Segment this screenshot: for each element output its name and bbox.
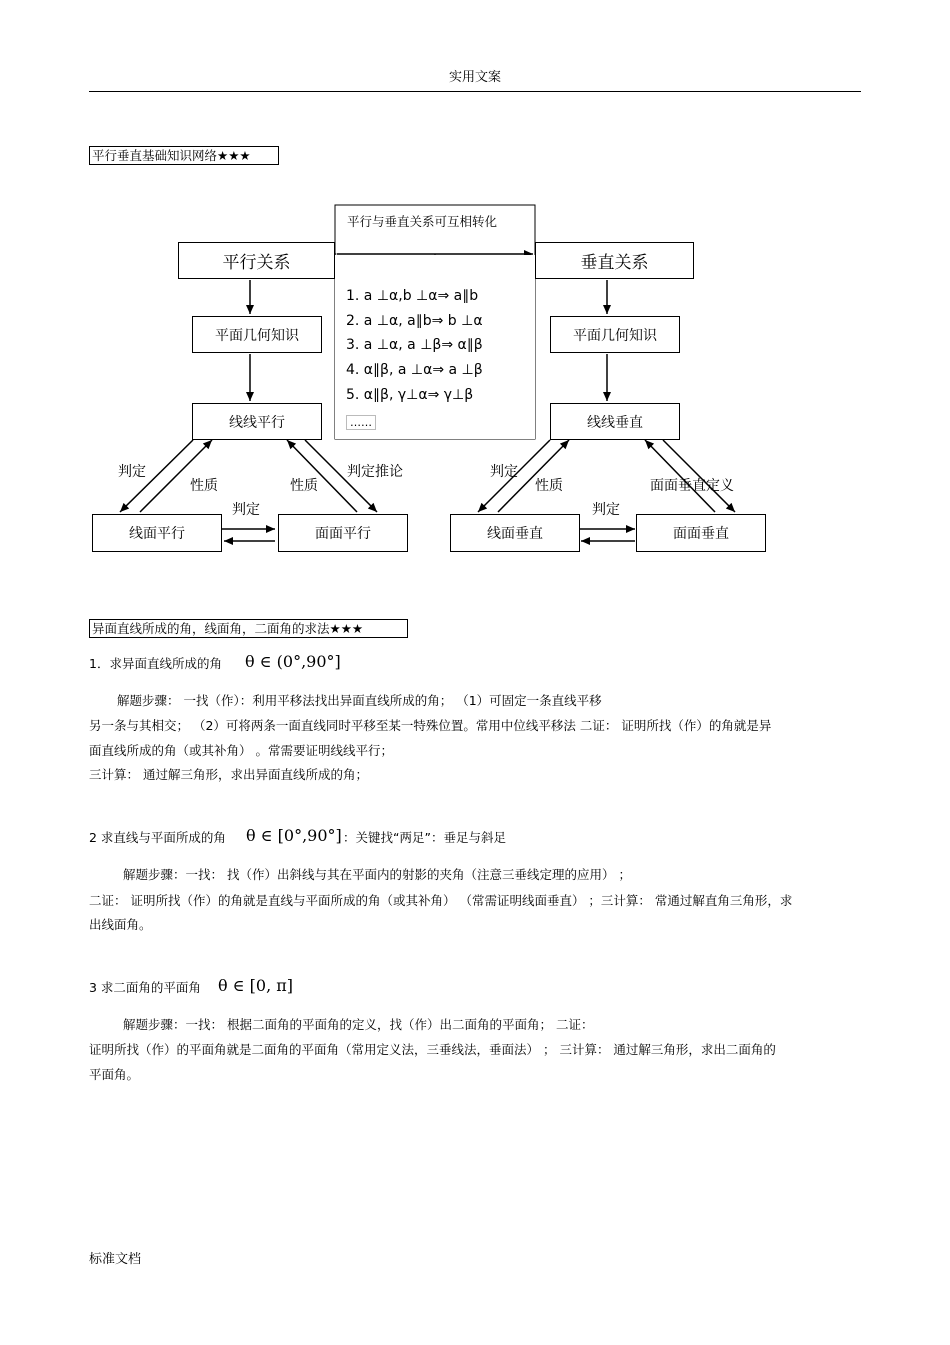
page-header: 实用文案 — [448, 70, 501, 85]
item2-line-2: 二证： 证明所找（作）的角就是直线与平面所成的角（或其补角） （常需证明线面垂直） ；三计算： 常通过解直角三角形，求 — [89, 893, 793, 908]
line-line-perpendicular-box: 线线垂直 — [550, 403, 680, 440]
label-property-right: 性质 — [535, 478, 563, 494]
label-judge-left: 判定 — [118, 464, 146, 480]
item1-line-4: 三计算： 通过解三角形，求出异面直线所成的角； — [89, 767, 368, 782]
item1-heading: 1．求异面直线所成的角 — [89, 656, 222, 671]
header-rule — [89, 91, 861, 92]
relationship-diagram — [85, 200, 785, 560]
rule-3: 3. a ⊥α, a ⊥β⇒ α∥β — [346, 337, 483, 353]
item1-line-2: 另一条与其相交； （2）可将两条一面直线同时平移至某一特殊位置。常用中位线平移法 二证： 证明所找（作）的角就是异 — [89, 718, 772, 733]
label-judge-inference: 判定推论 — [347, 464, 403, 480]
item3-line-2: 证明所找（作）的平面角就是二面角的平面角（常用定义法，三垂线法，垂面法） ； 三计算： 通过解三角形，求出二面角的 — [89, 1042, 776, 1057]
rule-5: 5. α∥β, γ⊥α⇒ γ⊥β — [346, 387, 474, 403]
item2-line-3: 出线面角。 — [89, 917, 152, 932]
label-judge-bottom-right: 判定 — [592, 502, 620, 518]
line-line-parallel-box: 线线平行 — [192, 403, 322, 440]
label-property-left-2: 性质 — [290, 478, 318, 494]
plane-geometry-box-left: 平面几何知识 — [192, 316, 322, 353]
item2-range: θ ∈ [0°,90°] — [246, 826, 342, 845]
rule-4: 4. α∥β, a ⊥α⇒ a ⊥β — [346, 362, 483, 378]
perpendicular-relations-box: 垂直关系 — [535, 242, 694, 279]
item3-range: θ ∈ [0, π] — [218, 976, 293, 995]
item3-line-3: 平面角。 — [89, 1067, 140, 1082]
item1-line-1: 解题步骤： 一找（作）：利用平移法找出异面直线所成的角； （1）可固定一条直线平移 — [117, 693, 602, 708]
item3-heading: 3 求二面角的平面角 — [89, 980, 201, 995]
rules-ellipsis: …… — [346, 415, 376, 430]
page-footer: 标准文档 — [89, 1252, 142, 1267]
section-title-angle-methods: 异面直线所成的角，线面角，二面角的求法★★★ — [89, 619, 408, 638]
perpendicular-rules-list — [335, 255, 535, 439]
label-judge-bottom-left: 判定 — [232, 502, 260, 518]
parallel-relations-box: 平行关系 — [178, 242, 335, 279]
item1-range: θ ∈ (0°,90°] — [245, 652, 341, 671]
rule-2: 2. a ⊥α, a∥b⇒ b ⊥α — [346, 313, 483, 329]
line-plane-perpendicular-box: 线面垂直 — [450, 514, 580, 552]
label-property-left-1: 性质 — [190, 478, 218, 494]
label-plane-perp-definition: 面面垂直定义 — [650, 478, 734, 494]
plane-geometry-box-right: 平面几何知识 — [550, 316, 680, 353]
item2-key-point: ：关键找“两足”：垂足与斜足 — [343, 830, 506, 845]
item3-line-1: 解题步骤：一找： 根据二面角的平面角的定义，找（作）出二面角的平面角； 二证： — [123, 1017, 594, 1032]
conversion-note: 平行与垂直关系可互相转化 — [347, 214, 498, 229]
rule-1: 1. a ⊥α,b ⊥α⇒ a∥b — [346, 288, 479, 304]
plane-plane-parallel-box: 面面平行 — [278, 514, 408, 552]
line-plane-parallel-box: 线面平行 — [92, 514, 222, 552]
item1-line-3: 面直线所成的角（或其补角） 。常需要证明线线平行； — [89, 743, 393, 758]
label-judge-right: 判定 — [490, 464, 518, 480]
plane-plane-perpendicular-box: 面面垂直 — [636, 514, 766, 552]
item2-heading: 2 求直线与平面所成的角 — [89, 830, 226, 845]
section-title-knowledge-network: 平行垂直基础知识网络★★★ — [89, 146, 279, 165]
item2-line-1: 解题步骤：一找： 找（作）出斜线与其在平面内的射影的夹角（注意三垂线定理的应用） ； — [123, 867, 631, 882]
